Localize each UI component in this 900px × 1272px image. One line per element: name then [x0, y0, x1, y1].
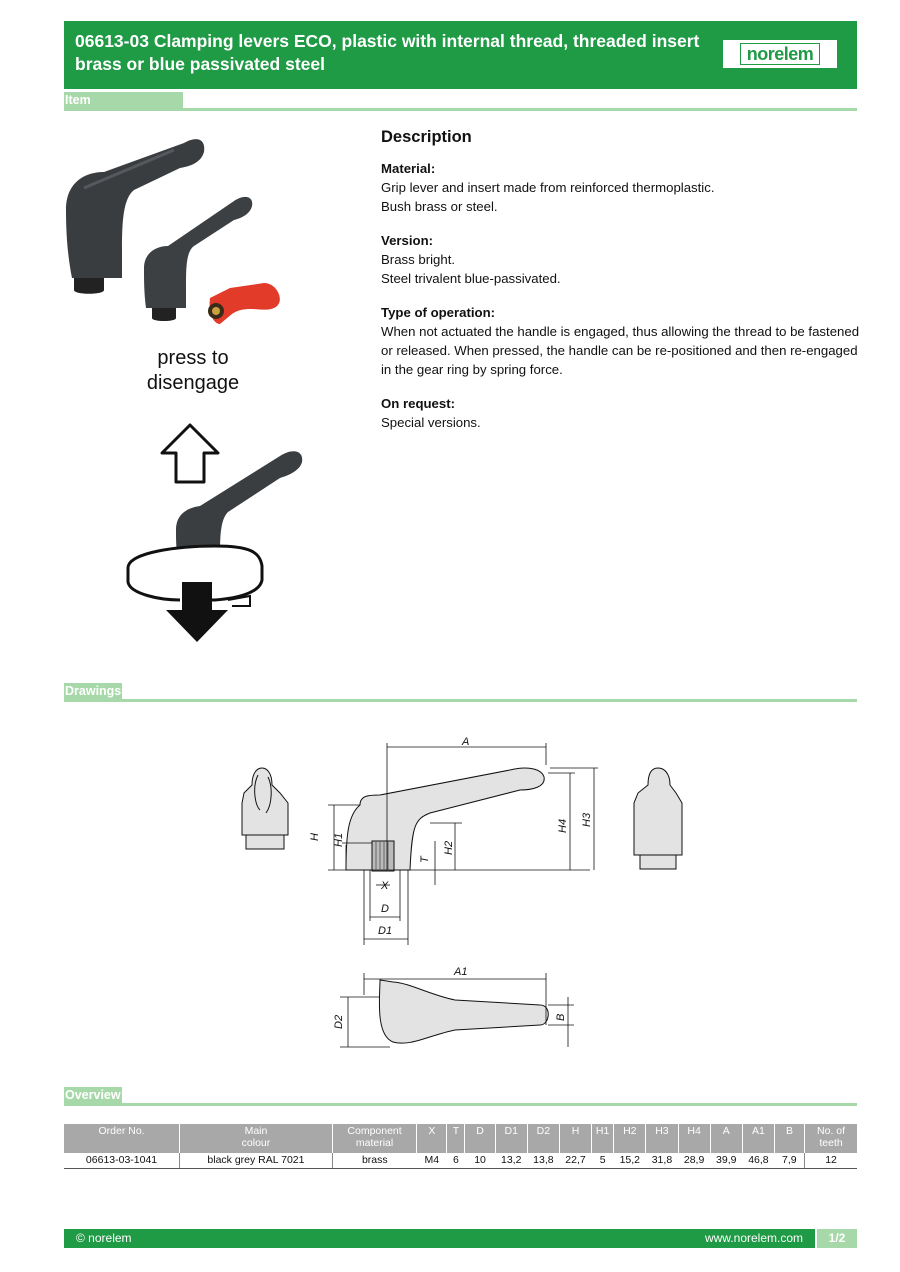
col-h: H	[559, 1124, 591, 1153]
cell-h4: 28,9	[678, 1153, 710, 1169]
col-order-no: Order No.	[64, 1124, 180, 1153]
dim-label-d2: D2	[333, 1014, 345, 1029]
operation-text: When not actuated the handle is engaged, thus allowing the thread to be fastened or released. When pressed, the handle can be re-positioned and then re-engaged in the gear ring by spring force.	[381, 324, 860, 377]
dim-label-t: T	[419, 856, 431, 863]
dim-label-b: B	[555, 1013, 567, 1021]
table-header-row	[64, 1124, 857, 1153]
col-d2: D2	[527, 1124, 559, 1153]
footer-bar	[64, 1229, 857, 1248]
col-h3: H3	[646, 1124, 678, 1153]
cell-x: M4	[417, 1153, 447, 1169]
arrow-up-icon	[162, 425, 218, 482]
left-side-view	[242, 768, 288, 849]
footer-main	[64, 1229, 815, 1248]
page-number: 1/2	[817, 1229, 857, 1248]
version-line-1: Brass bright.	[381, 252, 456, 267]
material-block	[381, 159, 861, 216]
table-row	[64, 1153, 857, 1169]
dim-label-d1: D1	[378, 925, 393, 937]
description-panel	[381, 128, 861, 447]
cell-h3: 31,8	[646, 1153, 678, 1169]
section-label: Drawings	[65, 684, 122, 698]
material-line-1: Grip lever and insert made from reinforced thermoplastic.	[381, 180, 715, 195]
on-request-text: Special versions.	[381, 415, 481, 430]
on-request-block	[381, 394, 861, 432]
dim-label-h2: H2	[443, 840, 455, 855]
right-side-view	[634, 768, 682, 869]
col-d1: D1	[495, 1124, 527, 1153]
cell-h1: 5	[592, 1153, 614, 1169]
version-title: Version:	[381, 233, 434, 248]
cell-d2: 13,8	[527, 1153, 559, 1169]
dim-label-x: X	[381, 880, 389, 892]
material-title: Material:	[381, 161, 436, 176]
version-line-2: Steel trivalent blue-passivated.	[381, 271, 561, 286]
caption-line-2: disengage	[146, 372, 240, 394]
cell-h2: 15,2	[614, 1153, 646, 1169]
cell-material: brass	[332, 1153, 416, 1169]
norelem-logo	[723, 40, 837, 68]
caption-line-1: press to	[157, 347, 229, 369]
dim-label-h4: H4	[557, 818, 569, 833]
col-main-colour: Main colour	[180, 1124, 333, 1153]
footer-copyright: © norelem	[76, 1231, 132, 1245]
product-images	[64, 128, 326, 333]
cell-a: 39,9	[710, 1153, 742, 1169]
col-no-of-teeth: No. of teeth	[805, 1124, 857, 1153]
cell-d1: 13,2	[495, 1153, 527, 1169]
section-rule	[64, 699, 857, 702]
cell-t: 6	[447, 1153, 465, 1169]
col-d: D	[465, 1124, 495, 1153]
cell-h: 22,7	[559, 1153, 591, 1169]
description-heading: Description	[381, 128, 472, 146]
col-a: A	[710, 1124, 742, 1153]
header-bar	[64, 21, 857, 89]
dim-label-h: H	[309, 833, 321, 841]
dim-label-a: A	[462, 736, 470, 748]
top-view-lever	[379, 980, 548, 1043]
col-t: T	[447, 1124, 465, 1153]
version-block	[381, 231, 861, 288]
page-title: 06613-03 Clamping levers ECO, plastic with internal thread, threaded insert brass or blue passivated steel	[75, 31, 700, 74]
cell-b: 7,9	[774, 1153, 804, 1169]
cell-no-of-teeth: 12	[805, 1153, 857, 1169]
col-x: X	[417, 1124, 447, 1153]
material-line-2: Bush brass or steel.	[381, 199, 498, 214]
col-b: B	[774, 1124, 804, 1153]
section-label: Item description/product images	[65, 93, 183, 141]
dim-label-a1: A1	[454, 966, 468, 978]
press-to-disengage-caption	[128, 346, 258, 396]
cell-main-colour: black grey RAL 7021	[180, 1153, 333, 1169]
operation-title: Type of operation:	[381, 305, 496, 320]
on-request-title: On request:	[381, 396, 456, 411]
operation-block	[381, 303, 861, 379]
dim-label-h3: H3	[581, 812, 593, 827]
col-h4: H4	[678, 1124, 710, 1153]
red-lever-image	[208, 283, 280, 324]
col-h2: H2	[614, 1124, 646, 1153]
items-table	[64, 1124, 857, 1169]
cell-order-no: 06613-03-1041	[64, 1153, 180, 1169]
section-rule	[64, 1103, 857, 1106]
col-h1: H1	[592, 1124, 614, 1153]
col-a1: A1	[742, 1124, 774, 1153]
footer-url[interactable]: www.norelem.com	[704, 1231, 803, 1245]
logo-text: norelem	[740, 43, 821, 65]
cell-a1: 46,8	[742, 1153, 774, 1169]
dim-label-d: D	[381, 903, 389, 915]
operation-illustration	[120, 420, 310, 645]
col-component-material: Component material	[332, 1124, 416, 1153]
section-label: Overview of items	[65, 1088, 121, 1119]
dim-label-h1: H1	[333, 832, 345, 847]
technical-drawing	[230, 735, 700, 1055]
cell-d: 10	[465, 1153, 495, 1169]
